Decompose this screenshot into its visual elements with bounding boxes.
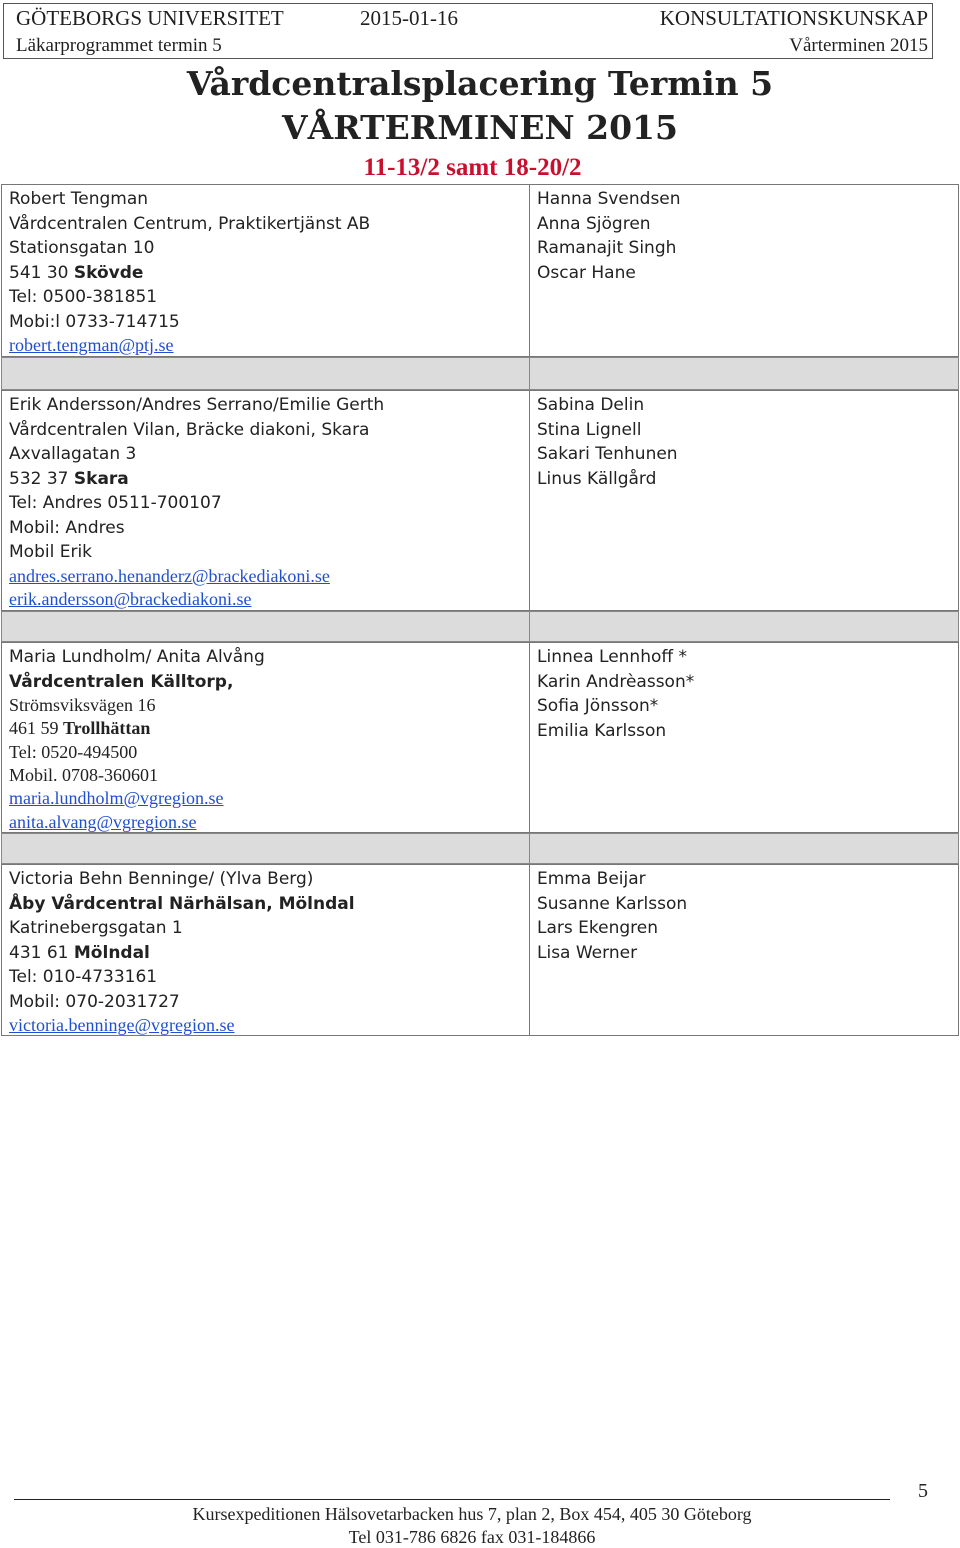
separator-row xyxy=(1,357,530,390)
header-date: 2015-01-16 xyxy=(360,6,458,30)
student-name: Emma Beijar xyxy=(537,869,646,889)
city: Trollhättan xyxy=(63,718,151,739)
email-link[interactable]: victoria.benninge@vgregion.se xyxy=(9,1015,235,1035)
document-header xyxy=(3,3,933,59)
students-cell-4 xyxy=(529,864,959,1036)
separator-row xyxy=(529,611,959,642)
student-name: Lisa Werner xyxy=(537,942,638,963)
student-name: Anna Sjögren xyxy=(537,213,651,234)
clinic-name: Vårdcentralen Vilan, Bräcke diakoni, Skara xyxy=(9,419,370,440)
zip-code: 541 30 xyxy=(9,262,69,283)
placement-cell-3 xyxy=(1,642,530,833)
student-name: Oscar Hane xyxy=(537,262,636,283)
program-name: Läkarprogrammet termin 5 xyxy=(16,35,222,56)
phone: Tel: 0500-381851 xyxy=(9,287,158,307)
mobile: Mobil Erik xyxy=(9,542,93,562)
city: Skövde xyxy=(73,262,144,283)
course-name: KONSULTATIONSKUNSKAP xyxy=(659,6,928,30)
zip-code: 532 37 xyxy=(9,468,69,489)
student-name: Linus Källgård xyxy=(537,468,657,489)
clinic-name: Vårdcentralen Källtorp, xyxy=(9,671,234,692)
student-name: Sofia Jönsson* xyxy=(537,696,659,716)
student-name: Stina Lignell xyxy=(537,419,642,440)
contact-name: Erik Andersson/Andres Serrano/Emilie Gerth xyxy=(9,395,385,415)
street-address: Strömsviksvägen 16 xyxy=(9,695,156,715)
placement-dates: 11-13/2 samt 18-20/2 xyxy=(363,154,582,181)
student-name: Sakari Tenhunen xyxy=(537,444,678,464)
students-cell-2 xyxy=(529,390,959,611)
postal-address xyxy=(9,717,529,740)
city: Skara xyxy=(73,468,129,489)
email-link[interactable]: erik.andersson@brackediakoni.se xyxy=(9,589,252,609)
postal-address xyxy=(9,941,529,966)
phone: Tel: Andres 0511-700107 xyxy=(9,493,222,513)
phone: Tel: 010-4733161 xyxy=(9,967,158,987)
student-name: Linnea Lennhoff * xyxy=(537,647,687,667)
footer-phone: Tel 031-786 6826 fax 031-184866 xyxy=(348,1527,596,1547)
zip-code: 431 61 xyxy=(9,942,69,963)
mobile: Mobil. 0708-360601 xyxy=(9,764,159,785)
separator-row xyxy=(529,357,959,390)
student-name: Lars Ekengren xyxy=(537,918,658,938)
student-name: Susanne Karlsson xyxy=(537,893,688,914)
separator-row xyxy=(1,833,530,864)
footer-address: Kursexpeditionen Hälsovetarbacken hus 7, plan 2, Box 454, 405 30 Göteborg xyxy=(192,1504,752,1524)
page-subtitle: VÅRTERMINEN 2015 xyxy=(282,108,678,147)
student-name: Hanna Svendsen xyxy=(537,189,681,209)
contact-name: Maria Lundholm/ Anita Alvång xyxy=(9,647,265,667)
city: Mölndal xyxy=(73,942,150,963)
term-name: Vårterminen 2015 xyxy=(789,35,928,56)
student-name: Sabina Delin xyxy=(537,395,645,415)
page-title: Vårdcentralsplacering Termin 5 xyxy=(186,64,774,103)
street-address: Axvallagatan 3 xyxy=(9,444,137,464)
clinic-name: Åby Vårdcentral Närhälsan, Mölndal xyxy=(9,893,355,914)
student-name: Karin Andrèasson* xyxy=(537,671,695,692)
mobile: Mobi:l 0733-714715 xyxy=(9,311,180,332)
street-address: Stationsgatan 10 xyxy=(9,238,155,258)
postal-address xyxy=(9,467,529,492)
placement-cell-4 xyxy=(1,864,530,1036)
students-cell-3 xyxy=(529,642,959,833)
street-address: Katrinebergsgatan 1 xyxy=(9,918,183,938)
email-link[interactable]: maria.lundholm@vgregion.se xyxy=(9,788,224,809)
zip-code: 461 59 xyxy=(9,718,59,739)
mobile: Mobil: Andres xyxy=(9,517,125,538)
contact-name: Victoria Behn Benninge/ (Ylva Berg) xyxy=(9,869,314,889)
footer-divider xyxy=(14,1499,890,1500)
student-name: Emilia Karlsson xyxy=(537,720,667,741)
email-link[interactable]: andres.serrano.henanderz@brackediakoni.se xyxy=(9,565,330,586)
email-link[interactable]: anita.alvang@vgregion.se xyxy=(9,811,197,832)
student-name: Ramanajit Singh xyxy=(537,238,677,258)
page-number: 5 xyxy=(918,1480,928,1502)
placement-cell-1 xyxy=(1,184,530,357)
placement-cell-2 xyxy=(1,390,530,611)
phone: Tel: 0520-494500 xyxy=(9,741,138,762)
students-cell-1 xyxy=(529,184,959,357)
mobile: Mobil: 070-2031727 xyxy=(9,991,180,1012)
contact-name: Robert Tengman xyxy=(9,189,149,209)
university-name: GÖTEBORGS UNIVERSITET xyxy=(16,6,284,30)
clinic-name: Vårdcentralen Centrum, Praktikertjänst AB xyxy=(9,213,371,234)
separator-row xyxy=(529,833,959,864)
postal-address xyxy=(9,261,529,286)
separator-row xyxy=(1,611,530,642)
email-link[interactable]: robert.tengman@ptj.se xyxy=(9,335,174,355)
